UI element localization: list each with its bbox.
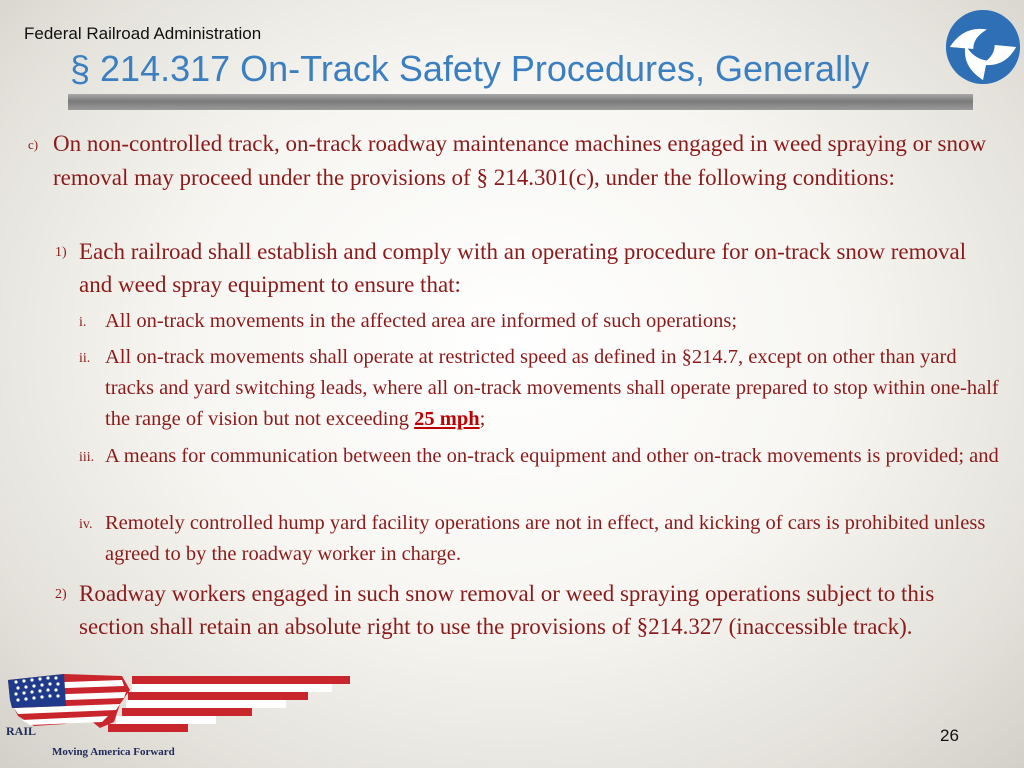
list-marker-2: 2) xyxy=(55,587,67,602)
list-item-1: Each railroad shall establish and comply with an operating procedure for on-track snow removal and weed spray equipment to ensure that: xyxy=(79,239,967,297)
page-number: 26 xyxy=(940,726,959,745)
tagline: Moving America Forward xyxy=(52,746,175,758)
sub-item-iii: A means for communication between the on-track equipment and other on-track movements is provided; and xyxy=(105,445,999,467)
flag-stripe xyxy=(108,724,188,732)
list-marker-iv: iv. xyxy=(79,517,93,532)
list-marker-i: i. xyxy=(79,315,87,330)
list-marker-c: c) xyxy=(28,137,39,152)
page-title: § 214.317 On-Track Safety Procedures, Generally xyxy=(70,48,870,89)
list-marker-ii: ii. xyxy=(79,351,91,366)
sub-item-ii-text: All on-track movements shall operate at restricted speed as defined in §214.7, except on other than yard tracks and yard switching leads, where all on-track movements shall operate prepared to stop within one-half the range of vision but not exceeding xyxy=(105,346,999,430)
paragraph-c: On non-controlled track, on-track roadway maintenance machines engaged in weed spraying or snow removal may proceed under the provisions of § 214.301(c), under the following conditions: xyxy=(53,131,987,190)
list-marker-1: 1) xyxy=(55,245,67,260)
flag-stripe xyxy=(122,708,252,716)
list-marker-iii: iii. xyxy=(79,450,95,465)
flag-stripe xyxy=(116,716,216,724)
agency-name: Federal Railroad Administration xyxy=(24,24,262,43)
sub-item-iv: Remotely controlled hump yard facility operations are not in effect, and kicking of cars is prohibited unless agreed to by the roadway worker in charge. xyxy=(105,512,986,565)
sub-item-i: All on-track movements in the affected area are informed of such operations; xyxy=(105,310,738,332)
flag-stripe xyxy=(132,676,350,684)
speed-limit-emphasis: 25 mph xyxy=(414,408,480,430)
sub-item-ii-tail: ; xyxy=(479,408,486,430)
rail-logo-text: RAIL xyxy=(6,724,37,738)
flag-stripe xyxy=(128,692,308,700)
sub-item-ii xyxy=(105,342,1010,435)
flag-stripe xyxy=(126,700,286,708)
flag-stripe xyxy=(132,684,332,692)
list-item-2: Roadway workers engaged in such snow removal or weed spraying operations subject to this section shall retain an absolute right to use the provisions of §214.327 (inaccessible track). xyxy=(79,581,935,639)
